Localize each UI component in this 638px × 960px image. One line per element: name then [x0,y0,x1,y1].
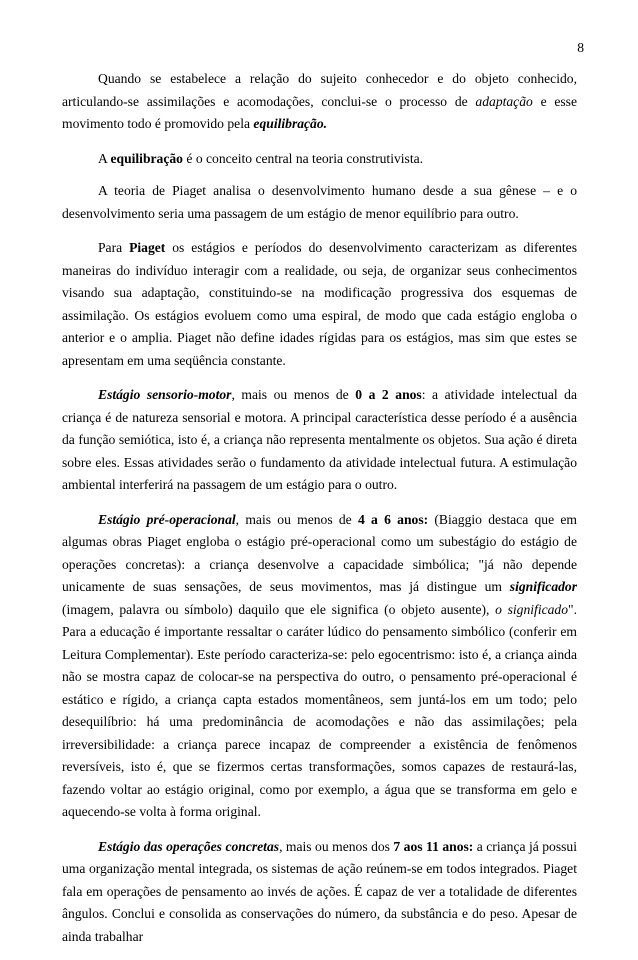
text-segment: os estágios e períodos do desenvolvimento caracterizam as diferentes maneiras do indivíduo interagir com a realidade, ou seja, de organizar seus conhecimentos visando sua adaptação, constituindo-se na modificação progressiva dos esquemas de assimilação. Os estágios evoluem como uma espiral, de modo que cada estágio engloba o anterior e o amplia. Piaget não define idades rígidas para os estágios, mas sim que estes se apresentam em uma seqüência constante. [62,240,577,368]
text-segment: Quando se estabelece a relação do sujeito conhecedor e do objeto conhecido, articulando-se assimilações e acomodações, conclui-se o processo de [62,71,577,109]
text-segment: é o conceito central na teoria construtivista. [182,150,424,166]
text-segment: a criança já possui uma organização mental integrada, os sistemas de ação reúnem-se em todos integrados. Piaget fala em operações de pensamento ao invés de ações. É capaz de ver a totalidade de diferentes ângulos. Conclui e consolida as conservações do número, da substância e do peso. Apesar de ainda trabalhar [62,838,577,944]
heading-operacoes-concretas: Estágio das operações concretas [98,838,280,854]
term-adaptacao: adaptação [475,93,533,109]
term-equilibracao-bold: equilibração [110,150,183,166]
text-segment: (Biaggio destaca que em algumas obras Piaget engloba o estágio pré-operacional como um subestágio do estágio de operações concretas): a criança desenvolve a capacidade simbólica; "já não depende unicamente de suas sensações, de seus movimentos, mas já distingue um [62,511,577,594]
text-segment: , mais ou menos de [231,387,356,402]
term-equilibracao: equilibração. [253,116,328,131]
term-piaget: Piaget [129,240,166,255]
paragraph-equilibracao [62,148,577,171]
text-segment: : a atividade intelectual da criança é de natureza sensorial e motora. A principal característica desse período é a ausência da função semiótica, isto é, a criança não representa mentalmente os objetos. Sua ação é direta sobre eles. Essas atividades serão o fundamento da atividade intelectual futura. A estimulação ambiental interferirá na passagem de um estágio para o outro. [62,387,578,492]
age-range: 0 a 2 anos [355,387,422,402]
text-segment: ". Para a educação é importante ressaltar o caráter lúdico do pensamento simbólico (conferir em Leitura Complementar). Este período caracteriza-se: pelo egocentrismo: isto é, a criança ainda não se mostra capaz de colocar-se na perspectiva do outro, o pensamento pré-operacional é estático e rígido, a criança capta estados momentâneos, sem juntá-los em um todo; pelo desequilíbrio: há uma predominância de acomodações e não das assimilações; pela irreversibilidade: a criança parece incapaz de compreender a existência de fenômenos reversíveis, isto é, que se fizermos certas transformações, somos capazes de restaurá-las, fazendo voltar ao estágio original, como por exemplo, a água que se transforma em gelo e aquecendo-se volta à forma original. [62,601,577,819]
paragraph-operacoes-concretas [62,836,577,949]
paragraph-estagios [62,237,577,372]
term-significado: o significado [495,601,569,617]
term-significador: significador [509,579,577,594]
text-segment: , mais ou menos dos [279,838,394,854]
text-segment: A teoria de Piaget analisa o desenvolvimento humano desde a sua gênese – e o desenvolvimento seria uma passagem de um estágio de menor equilíbrio para outro. [62,183,577,221]
age-range: 7 aos 11 anos: [393,838,474,854]
text-segment: e esse movimento todo é promovido pela [62,93,577,131]
paragraph-teoria-piaget [62,180,577,225]
paragraph-sensorio-motor [62,384,577,497]
text-segment: A [98,150,111,166]
heading-pre-operacional: Estágio pré-operacional [98,511,236,527]
text-segment: Para [98,240,130,255]
age-range: 4 a 6 anos: [357,511,429,527]
document-body [62,68,577,960]
page-number: 8 [577,40,584,55]
paragraph-adaptacao [62,68,577,136]
text-segment: (imagem, palavra ou símbolo) daquilo que ele significa (o objeto ausente), [62,601,496,617]
text-segment: , mais ou menos de [235,511,358,527]
heading-sensorio-motor: Estágio sensorio-motor [98,387,232,402]
paragraph-pre-operacional [62,509,577,824]
